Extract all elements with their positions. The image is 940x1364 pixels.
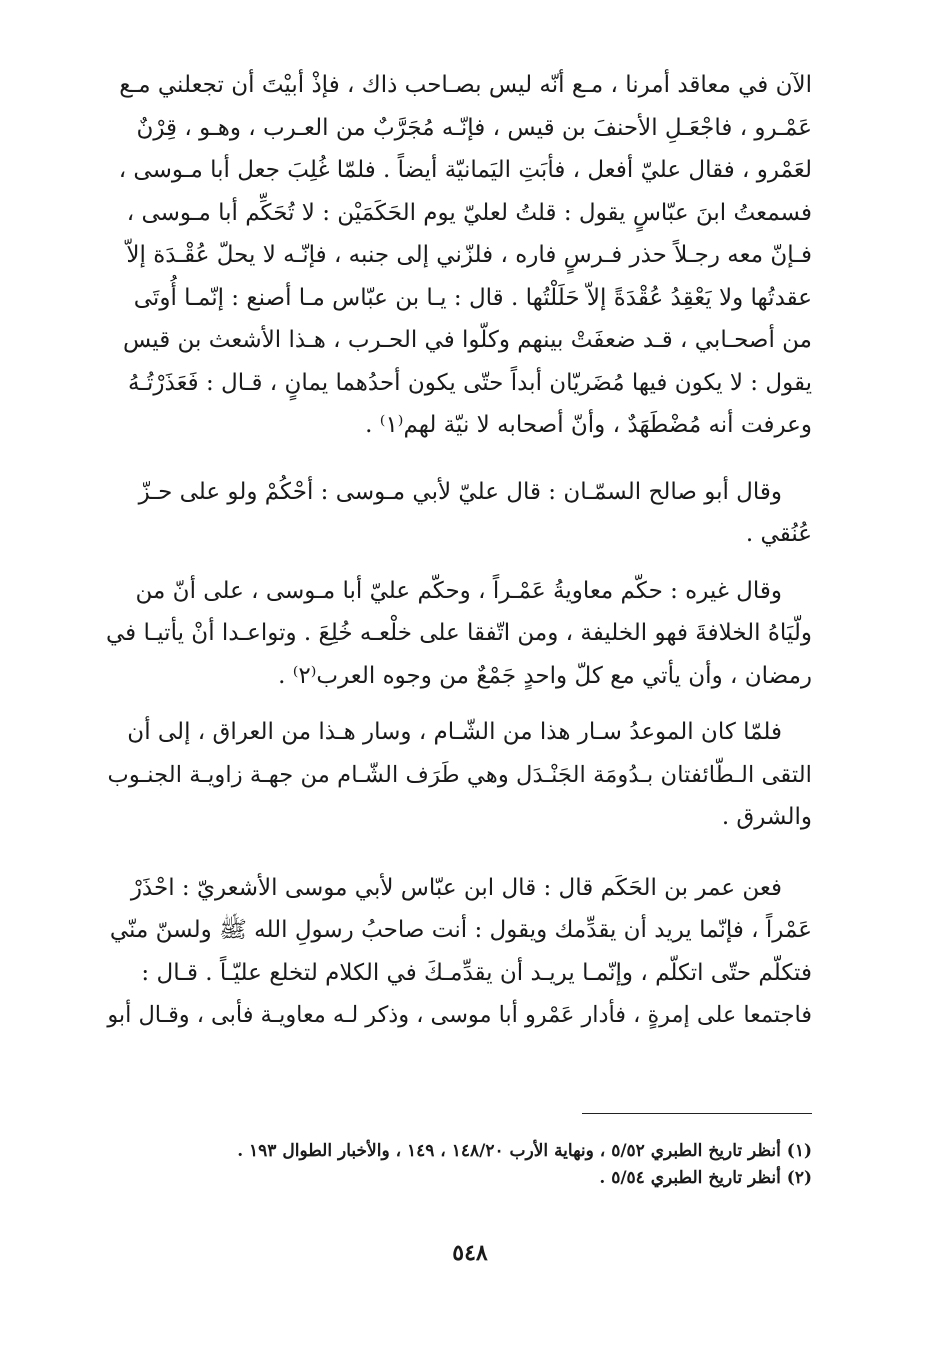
text-line: عقدتُها ولا يَعْقِدُ عُقْدَةً إلاّ حَلَلْتُها . قال : يـا بن عبّاس مـا أصنع : إنّمـا أُوتَى [133, 284, 812, 311]
paragraph-4 [100, 711, 812, 839]
text-line: فاجتمعا على إمرةٍ ، فأدار عَمْرو أبا موسى ، وذكر لـه معاويـة فأبى ، وقـال أبو [107, 1002, 812, 1028]
text-line: رمضان ، وأن يأتي مع كلّ واحدٍ جَمْعٌ من وجوه العرب⁽٢⁾ . [278, 662, 812, 689]
text-line: فسمعتُ ابنَ عبّاسٍ يقول : قلتُ لعليّ يوم الحَكَمَيْن : لا تُحَكِّم أبا مـوسى ، [126, 199, 812, 226]
footnote-separator [582, 1113, 812, 1114]
text-line: من أصحـابي ، قـد ضعفَتْ بينهم وكلّوا في الحـرب ، هـذا الأشعث بن قيس [122, 327, 812, 353]
text-line: ولّيَاهُ الخلافةَ فهو الخليفة ، ومن اتّفقا على خلْعـه خُلِعَ . وتواعـدا أنْ يأتيـا في [106, 620, 812, 646]
paragraph-1 [100, 64, 812, 447]
text-line: وعرفت أنه مُضْطَهَدٌ ، وأنّ أصحابه لا نيّة لهم⁽١⁾ . [365, 412, 812, 438]
paragraph-5 [100, 867, 812, 1037]
footnotes [100, 1138, 812, 1192]
footnote-2: (٢) أنظر تاريخ الطبري ٥/٥٤ . [599, 1168, 812, 1188]
text-line: والشرق . [721, 804, 812, 830]
text-line: وقال أبو صالح السمّـان : قال عليّ لأبي مـوسى : أحْكُمْ ولو على حـزّ [138, 478, 782, 505]
text-line: فعن عمر بن الحَكَم قال : قال ابن عبّاس لأبي موسى الأشعريّ : احْذَرْ [130, 874, 782, 901]
text-line: التقى الـطّائفتان بـدُومَة الجَنْـدَل وهي طَرَف الشّـام من جهـة زاويـة الجنـوب [107, 761, 812, 788]
main-text [100, 64, 812, 1037]
page-number: ٥٤٨ [452, 1240, 488, 1266]
text-line: وقال غيره : حكّم معاويةُ عَمْـراً ، وحكّم عليّ أبا مـوسى ، على أنّ من [135, 577, 782, 604]
footnote-1: (١) أنظر تاريخ الطبري ٥/٥٢ ، ونهاية الأرب ١٤٨/٢٠ ، ١٤٩ ، والأخبار الطوال ١٩٣ . [237, 1141, 812, 1161]
paragraph-3 [100, 570, 812, 698]
text-line: يقول : لا يكون فيها مُضَريّان أبداً حتّى يكون أحدُهما يمانٍ ، قـال : فَعَذَرْتُـهُ [127, 369, 812, 396]
paragraph-2 [100, 471, 812, 556]
text-line: عَمْراً ، فإنّما يريد أن يقدِّمك ويقول : أنت صاحبُ رسولِ الله ﷺ ولسنّ منّي [109, 917, 812, 943]
text-line: عُنُقي . [745, 521, 812, 547]
text-line: فلمّا كان الموعدُ سـار هذا من الشّـام ، وسار هـذا من العراق ، إلى أن [127, 719, 782, 745]
text-line: لعَمْرو ، فقال عليّ أفعل ، فأبَتِ اليَمانيّة أيضاً . فلمّا غُلِبَ جعل أبا مـوسى ، [118, 157, 812, 183]
text-line: عَمْـرو ، فاجْعَـلِ الأحنفَ بن قيس ، فإنّـه مُجَرَّبٌ من العـرب ، وهـو ، قِرْنٌ [136, 114, 812, 141]
text-line: الآن في معاقد أمرنا ، مـع أنّه ليس بصـاحب ذاك ، فإذْ أبيْتَ أن تجعلني مـع [119, 72, 812, 98]
text-line: فتكلّم حتّى اتكلّم ، وإنّمـا يريـد أن يقدِّمـكَ في الكلام لتخلع عليّـاً . قـال : [141, 959, 812, 986]
text-line: فـإنّ معه رجـلاً حذر فـرسٍ فاره ، فلزّني إلى جنبه ، فإنّـه لا يحلّ عُقْـدَة إلاّ [126, 242, 812, 268]
